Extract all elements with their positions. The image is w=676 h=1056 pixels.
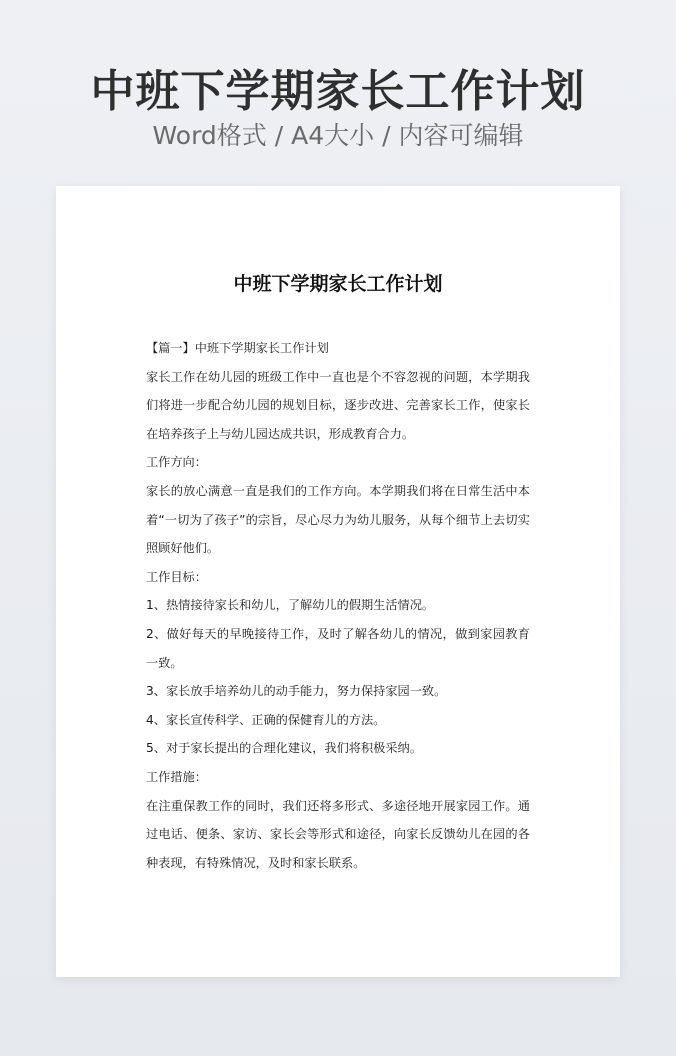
goal-item: 1、热情接待家长和幼儿，了解幼儿的假期生活情况。: [146, 598, 435, 613]
goal-item: 3、家长放手培养幼儿的动手能力，努力保持家园一致。: [146, 684, 447, 699]
subheading-goals: 工作目标：: [146, 569, 207, 584]
goal-item: 5、对于家长提出的合理化建议，我们将积极采纳。: [146, 741, 422, 756]
document-title: 中班下学期家长工作计划: [233, 273, 443, 295]
goal-item: 2、做好每天的早晚接待工作，及时了解各幼儿的情况，做到家园教育一致。: [146, 626, 530, 670]
intro-paragraph: 家长工作在幼儿园的班级工作中一直也是个不容忽视的问题，本学期我们将进一步配合幼儿园的规划目标，逐步改进、完善家长工作，使家长在培养孩子上与幼儿园达成共识，形成教育合力。: [146, 369, 530, 441]
subheading-measures: 工作措施：: [146, 769, 207, 784]
subheading-direction: 工作方向：: [146, 455, 207, 470]
banner-title: 中班下学期家长工作计划: [90, 66, 586, 117]
document-body: [146, 334, 530, 877]
section-heading: 【篇一】中班下学期家长工作计划: [146, 341, 329, 355]
goal-item: 4、家长宣传科学、正确的保健育儿的方法。: [146, 712, 386, 727]
banner-subtitle: Word格式 / A4大小 / 内容可编辑: [152, 121, 524, 150]
measures-paragraph: 在注重保教工作的同时，我们还将多形式、多途径地开展家园工作。通过电话、便条、家访、家长会等形式和途径，向家长反馈幼儿在园的各种表现，有特殊情况，及时和家长联系。: [146, 798, 530, 870]
direction-paragraph: 家长的放心满意一直是我们的工作方向。本学期我们将在日常生活中本着“一切为了孩子”的宗旨，尽心尽力为幼儿服务，从每个细节上去切实照顾好他们。: [146, 483, 530, 556]
document-page: [56, 186, 620, 977]
